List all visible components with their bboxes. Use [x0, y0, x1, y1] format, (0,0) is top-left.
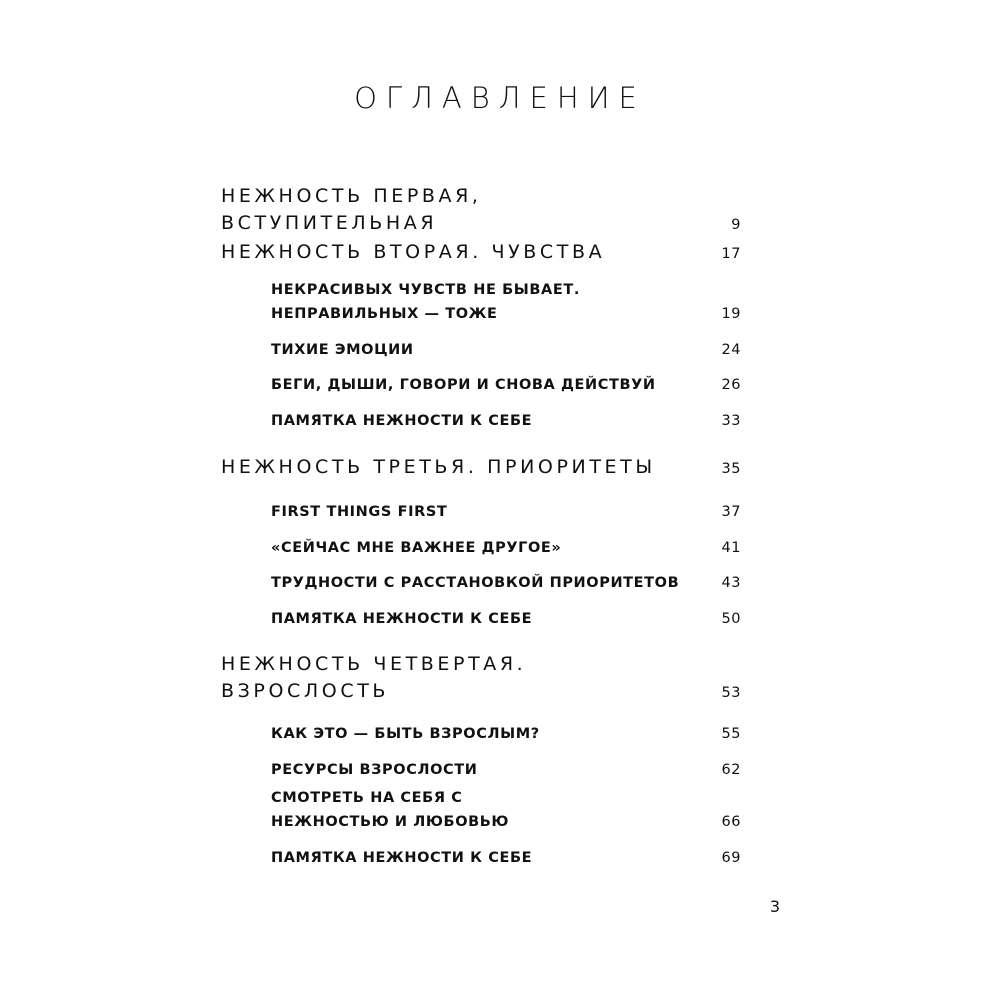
toc-chapter: [271, 846, 741, 870]
chapter-title: КАК ЭТО — БЫТЬ ВЗРОСЛЫМ?: [271, 726, 540, 742]
chapter-title: ТРУДНОСТИ С РАССТАНОВКОЙ ПРИОРИТЕТОВ: [271, 575, 680, 591]
toc-chapter: [271, 409, 741, 433]
toc-chapter: [271, 786, 741, 834]
toc-chapter: [271, 338, 741, 362]
page-number: 41: [721, 540, 741, 556]
folio-page-number: 3: [769, 897, 780, 916]
toc-chapter: [271, 536, 741, 560]
page-number: 9: [731, 217, 741, 233]
page-title: ОГЛАВЛЕНИЕ: [354, 81, 646, 115]
page-number: 19: [721, 306, 741, 322]
page-number: 24: [721, 342, 741, 358]
toc-chapter: [271, 607, 741, 631]
part-title: НЕЖНОСТЬ ТРЕТЬЯ. ПРИОРИТЕТЫ: [221, 456, 656, 478]
chapter-title: РЕСУРСЫ ВЗРОСЛОСТИ: [271, 762, 478, 778]
part-title: НЕЖНОСТЬ ЧЕТВЕРТАЯ. ВЗРОСЛОСТЬ: [221, 653, 527, 702]
toc-chapter: [271, 278, 741, 326]
page-number: 50: [721, 611, 741, 627]
toc-chapter: [271, 373, 741, 397]
chapter-title: ПАМЯТКА НЕЖНОСТИ К СЕБЕ: [271, 611, 533, 627]
toc-chapter: [271, 571, 741, 595]
page-number: 17: [721, 246, 741, 262]
chapter-title: ТИХИЕ ЭМОЦИИ: [271, 342, 414, 358]
part-title: НЕЖНОСТЬ ВТОРАЯ. ЧУВСТВА: [221, 241, 606, 263]
chapter-title: БЕГИ, ДЫШИ, ГОВОРИ И СНОВА ДЕЙСТВУЙ: [271, 377, 656, 393]
toc-chapter: [271, 500, 741, 524]
toc-part-2: [221, 239, 741, 266]
page-number: 66: [721, 814, 741, 830]
chapter-title: НЕКРАСИВЫХ ЧУВСТВ НЕ БЫВАЕТ. НЕПРАВИЛЬНЫХ — ТОЖЕ: [271, 282, 580, 322]
chapter-title: ПАМЯТКА НЕЖНОСТИ К СЕБЕ: [271, 850, 533, 866]
chapter-title: FIRST THINGS FIRST: [271, 504, 448, 520]
page-number: 55: [721, 726, 741, 742]
page-number: 69: [721, 850, 741, 866]
toc-part-3: [221, 454, 741, 481]
chapter-title: ПАМЯТКА НЕЖНОСТИ К СЕБЕ: [271, 413, 533, 429]
page-number: 37: [721, 504, 741, 520]
page-number: 33: [721, 413, 741, 429]
page-number: 35: [721, 461, 741, 477]
toc-part-1: [221, 183, 741, 237]
page-number: 53: [721, 685, 741, 701]
chapter-title: «СЕЙЧАС МНЕ ВАЖНЕЕ ДРУГОЕ»: [271, 540, 562, 556]
page-number: 43: [721, 575, 741, 591]
toc-chapter: [271, 758, 741, 782]
chapter-title: СМОТРЕТЬ НА СЕБЯ С НЕЖНОСТЬЮ И ЛЮБОВЬЮ: [271, 790, 510, 830]
page-number: 26: [721, 377, 741, 393]
toc-part-4: [221, 651, 741, 705]
toc-chapter: [271, 722, 741, 746]
page-number: 62: [721, 762, 741, 778]
part-title: НЕЖНОСТЬ ПЕРВАЯ, ВСТУПИТЕЛЬНАЯ: [221, 185, 482, 234]
